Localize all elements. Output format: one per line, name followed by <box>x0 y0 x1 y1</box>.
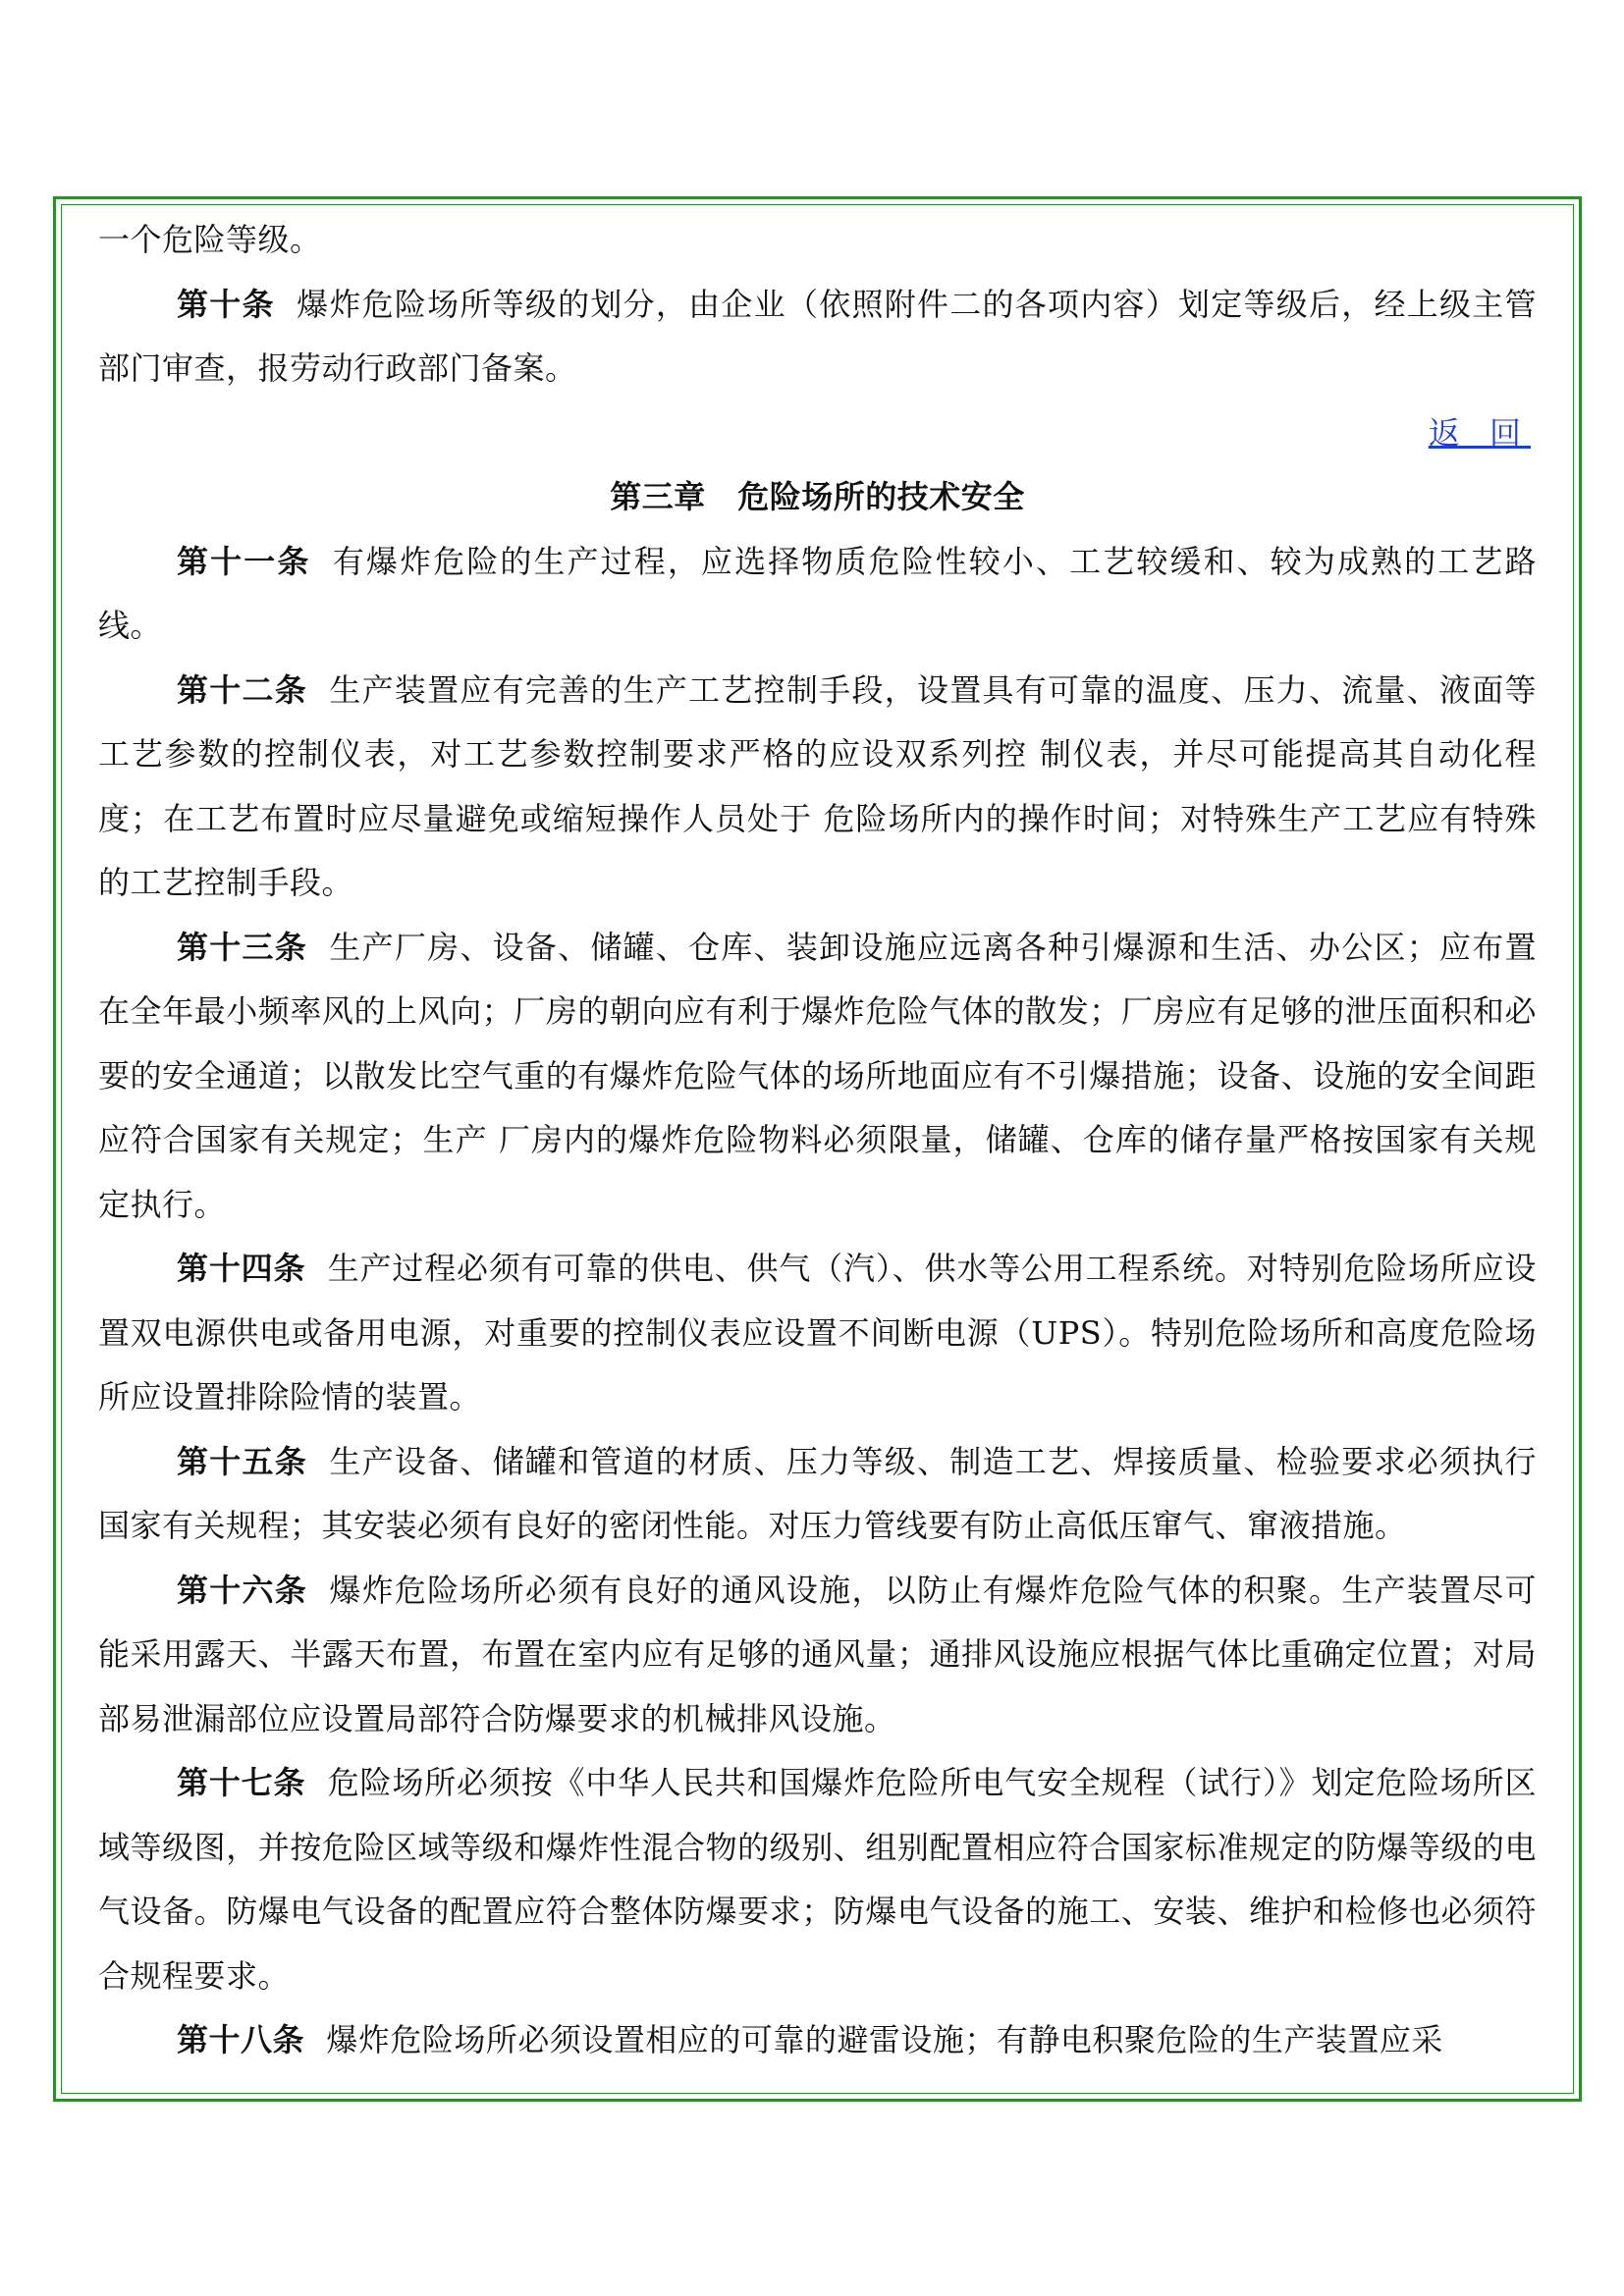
article-13 <box>98 916 1537 1238</box>
article-text: 爆炸危险场所等级的划分，由企业（依照附件二的各项内容）划定等级后，经上级主管部门审查，报劳动行政部门备案。 <box>98 285 1537 387</box>
chapter-title: 危险场所的技术安全 <box>737 478 1025 515</box>
article-text: 生产过程必须有可靠的供电、供气（汽）、供水等公用工程系统。对特别危险场所应设置双电源供电或备用电源，对重要的控制仪表应设置不间断电源（UPS）。特别危险场所和高度危险场所应设置排除险情的装置。 <box>98 1250 1537 1415</box>
article-18 <box>98 2008 1537 2073</box>
article-label: 第十二条 <box>177 670 308 709</box>
article-label: 第十七条 <box>177 1764 306 1801</box>
article-label: 第十三条 <box>177 928 308 966</box>
article-text: 爆炸危险场所必须设置相应的可靠的避雷设施；有静电积聚危险的生产装置应采 <box>326 2021 1443 2058</box>
article-10 <box>98 273 1537 401</box>
article-label: 第十六条 <box>177 1571 308 1609</box>
return-link[interactable]: 返 回 <box>1428 413 1531 452</box>
article-text: 爆炸危险场所必须有良好的通风设施，以防止有爆炸危险气体的积聚。生产装置尽可能采用露天、半露天布置，布置在室内应有足够的通风量；通排风设施应根据气体比重确定位置；对局部易泄漏部位应设置局部符合防爆要求的机械排风设施。 <box>98 1571 1537 1737</box>
article-label: 第十八条 <box>177 2021 305 2058</box>
article-label: 第十条 <box>177 285 275 323</box>
article-text: 危险场所必须按《中华人民共和国爆炸危险所电气安全规程（试行）》划定危险场所区域等级图，并按危险区域等级和爆炸性混合物的级别、组别配置相应符合国家标准规定的防爆等级的电气设备。防爆电气设备的配置应符合整体防爆要求；防爆电气设备的施工、安装、维护和检修也必须符合规程要求。 <box>98 1764 1537 1995</box>
article-text: 生产厂房、设备、储罐、仓库、装卸设施应远离各种引爆源和生活、办公区；应布置在全年最小频率风的上风向；厂房的朝向应有利于爆炸危险气体的散发；厂房应有足够的泄压面积和必要的安全通道；以散发比空气重的有爆炸危险气体的场所地面应有不引爆措施；设备、设施的安全间距应符合国家有关规定；生产 厂房内的爆炸危险物料必须限量，储罐、仓库的储存量严格按国家有关规定执行。 <box>98 928 1537 1223</box>
chapter-heading <box>98 465 1537 530</box>
article-12 <box>98 659 1537 916</box>
article-text: 生产设备、储罐和管道的材质、压力等级、制造工艺、焊接质量、检验要求必须执行国家有关规程；其安装必须有良好的密闭性能。对压力管线要有防止高低压窜气、窜液措施。 <box>98 1442 1537 1544</box>
article-17 <box>98 1751 1537 2008</box>
return-row <box>98 401 1537 466</box>
document-body <box>98 208 1537 2073</box>
article-label: 第十一条 <box>177 542 311 580</box>
article-16 <box>98 1559 1537 1752</box>
article-15 <box>98 1430 1537 1559</box>
article-text: 生产装置应有完善的生产工艺控制手段，设置具有可靠的温度、压力、流量、液面等工艺参数的控制仪表，对工艺参数控制要求严格的应设双系列控 制仪表，并尽可能提高其自动化程度；在工艺布置时应尽量避免或缩短操作人员处于 危险场所内的操作时间；对特殊生产工艺应有特殊的工艺控制手段。 <box>98 670 1537 901</box>
continuation-line: 一个危险等级。 <box>98 221 322 258</box>
article-text: 有爆炸危险的生产过程，应选择物质危险性较小、工艺较缓和、较为成熟的工艺路线。 <box>98 542 1537 644</box>
chapter-number: 第三章 <box>610 478 706 515</box>
article-label: 第十四条 <box>177 1250 306 1287</box>
article-14 <box>98 1237 1537 1430</box>
article-label: 第十五条 <box>177 1442 308 1480</box>
article-11 <box>98 530 1537 659</box>
